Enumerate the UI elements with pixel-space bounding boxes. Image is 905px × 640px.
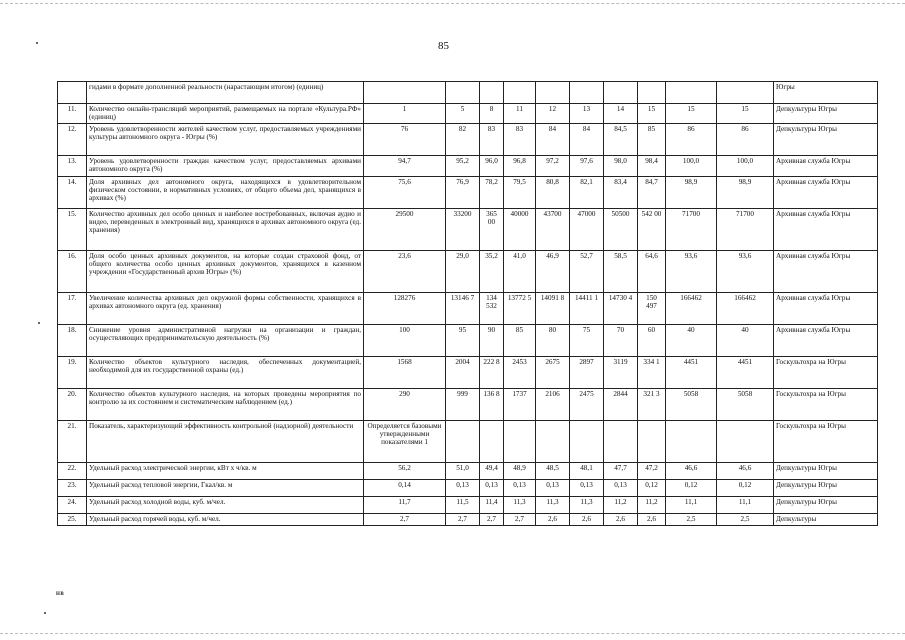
responsible-body: Архивная служба Югры	[774, 293, 878, 325]
indicator-value: 0,13	[604, 480, 638, 497]
indicator-value: 80	[536, 325, 570, 357]
indicator-value: 11,3	[570, 497, 604, 514]
indicator-name: Доля архивных дел автономного округа, находящихся в удовлетворительном физическом состоянии, в нормативных условиях, от общего объема дел, хранящихся в архивах (%)	[87, 177, 364, 209]
scan-speck	[36, 42, 38, 44]
indicator-value: 0,14	[364, 480, 446, 497]
indicator-value	[638, 82, 666, 104]
indicator-value: 48,5	[536, 463, 570, 480]
indicator-value: 47000	[570, 209, 604, 251]
responsible-body: Госкультохра на Югры	[774, 421, 878, 463]
indicator-value: 0,13	[570, 480, 604, 497]
row-number: 12.	[58, 124, 87, 156]
indicator-value: 2,6	[604, 514, 638, 526]
row-number: 20.	[58, 389, 87, 421]
responsible-body: Депкультуры Югры	[774, 124, 878, 156]
responsible-body: Архивная служба Югры	[774, 177, 878, 209]
indicator-value: 100	[364, 325, 446, 357]
row-number: 23.	[58, 480, 87, 497]
indicator-value: 2,7	[480, 514, 504, 526]
indicator-value: 2,5	[717, 514, 774, 526]
indicator-value: 51,0	[446, 463, 480, 480]
indicator-value: 3119	[604, 357, 638, 389]
indicator-name: Уровень удовлетворенности жителей качеством услуг, предоставляемых учреждениями культуры автономного округа - Югры (%)	[87, 124, 364, 156]
indicator-value: 11,2	[638, 497, 666, 514]
responsible-body: Госкультохра на Югры	[774, 389, 878, 421]
table-row	[58, 156, 878, 177]
indicator-value: 47,2	[638, 463, 666, 480]
indicator-value: 97,2	[536, 156, 570, 177]
indicator-value: 11,3	[536, 497, 570, 514]
indicator-value: 0,12	[717, 480, 774, 497]
table-row	[58, 421, 878, 463]
indicator-value: 134 532	[480, 293, 504, 325]
indicator-value	[504, 421, 536, 463]
indicator-value: 98,9	[717, 177, 774, 209]
indicator-value: 11,7	[364, 497, 446, 514]
indicator-value: 94,7	[364, 156, 446, 177]
indicator-value: 0,13	[446, 480, 480, 497]
indicators-table	[57, 81, 878, 526]
responsible-body: Югры	[774, 82, 878, 104]
indicator-value: 52,7	[570, 251, 604, 293]
indicator-value: 29,0	[446, 251, 480, 293]
scan-edge-bottom	[0, 633, 905, 634]
indicator-value	[446, 421, 480, 463]
table-row	[58, 514, 878, 526]
footer-mark: HB	[56, 592, 65, 597]
indicator-name: Уровень удовлетворенности граждан качеством услуг, предоставляемых архивами автономного округа (%)	[87, 156, 364, 177]
indicator-value	[717, 421, 774, 463]
indicator-value: 64,6	[638, 251, 666, 293]
indicator-value: 46,6	[717, 463, 774, 480]
indicator-value: 321 3	[638, 389, 666, 421]
table-row	[58, 177, 878, 209]
indicator-value: 14411 1	[570, 293, 604, 325]
indicator-value: 98,9	[666, 177, 717, 209]
indicator-value: 95,2	[446, 156, 480, 177]
indicator-value: 11,5	[446, 497, 480, 514]
indicator-value: 542 00	[638, 209, 666, 251]
row-number: 19.	[58, 357, 87, 389]
indicator-value: 71700	[666, 209, 717, 251]
indicator-value: 84	[570, 124, 604, 156]
indicator-value: 83	[480, 124, 504, 156]
indicator-value: 43700	[536, 209, 570, 251]
indicator-value	[480, 82, 504, 104]
indicator-value: 4451	[717, 357, 774, 389]
indicator-value: 100,0	[666, 156, 717, 177]
indicator-value: 84	[536, 124, 570, 156]
indicator-value: 60	[638, 325, 666, 357]
indicator-value: 2004	[446, 357, 480, 389]
indicator-value: 15	[717, 104, 774, 124]
indicator-value: 75	[570, 325, 604, 357]
indicator-value: 13	[570, 104, 604, 124]
indicator-value: 76,9	[446, 177, 480, 209]
indicator-value: 58,5	[604, 251, 638, 293]
row-number: 15.	[58, 209, 87, 251]
indicator-name: Удельный расход тепловой энергии, Гкал/кв. м	[87, 480, 364, 497]
responsible-body: Депкультуры Югры	[774, 497, 878, 514]
indicator-name: Увеличение количества архивных дел окружной формы собственности, хранящихся в архивах автономного округа (ед. хранения)	[87, 293, 364, 325]
indicator-value: 1737	[504, 389, 536, 421]
indicator-value	[717, 82, 774, 104]
table-row	[58, 293, 878, 325]
indicator-value: 46,6	[666, 463, 717, 480]
row-number: 13.	[58, 156, 87, 177]
table-row	[58, 209, 878, 251]
indicator-value: 83	[504, 124, 536, 156]
responsible-body: Депкультуры Югры	[774, 480, 878, 497]
indicator-value: 78,2	[480, 177, 504, 209]
table-body	[58, 82, 878, 526]
indicator-value: 334 1	[638, 357, 666, 389]
indicator-value: 56,2	[364, 463, 446, 480]
indicator-value: 136 8	[480, 389, 504, 421]
indicator-value: 2453	[504, 357, 536, 389]
page-number: 85	[438, 40, 449, 52]
indicator-value: 93,6	[666, 251, 717, 293]
indicator-value: 84,5	[604, 124, 638, 156]
table-row	[58, 389, 878, 421]
indicator-value	[666, 82, 717, 104]
indicator-value: 71700	[717, 209, 774, 251]
indicator-value: 5	[446, 104, 480, 124]
indicator-value: 150 497	[638, 293, 666, 325]
indicator-value: 23,6	[364, 251, 446, 293]
indicator-value: 96,8	[504, 156, 536, 177]
indicator-value: 365 00	[480, 209, 504, 251]
indicator-value	[536, 82, 570, 104]
indicator-value: 5058	[666, 389, 717, 421]
indicator-value: 76	[364, 124, 446, 156]
row-number: 18.	[58, 325, 87, 357]
indicator-value: 15	[666, 104, 717, 124]
indicator-name: Показатель, характеризующий эффективность контрольной (надзорной) деятельности	[87, 421, 364, 463]
row-number	[58, 82, 87, 104]
table-row	[58, 104, 878, 124]
indicator-value: 2,6	[536, 514, 570, 526]
indicator-value: 5058	[717, 389, 774, 421]
indicator-value: 166462	[666, 293, 717, 325]
indicator-value	[570, 82, 604, 104]
indicator-value: 2,7	[364, 514, 446, 526]
indicator-value: 1	[364, 104, 446, 124]
indicator-value: 50500	[604, 209, 638, 251]
indicator-value: 4451	[666, 357, 717, 389]
indicator-value: 97,6	[570, 156, 604, 177]
scan-speck	[38, 322, 40, 324]
indicator-value: Определяется базовыми утвержденными показателями 1	[364, 421, 446, 463]
indicator-value: 41,0	[504, 251, 536, 293]
indicator-value	[638, 421, 666, 463]
indicator-value: 2,7	[504, 514, 536, 526]
table-row	[58, 82, 878, 104]
indicator-name: Снижение уровня административной нагрузки на организации и граждан, осуществляющих предпринимательскую деятельность (%)	[87, 325, 364, 357]
indicator-value: 11,2	[604, 497, 638, 514]
indicator-value: 2475	[570, 389, 604, 421]
row-number: 14.	[58, 177, 87, 209]
row-number: 25.	[58, 514, 87, 526]
indicator-value	[480, 421, 504, 463]
indicator-value: 75,6	[364, 177, 446, 209]
responsible-body: Архивная служба Югры	[774, 251, 878, 293]
indicator-name: Количество архивных дел особо ценных и наиболее востребованных, включая аудио и видео, переведенных в электронный вид, хранящихся в архивах автономного округа (ед. хранения)	[87, 209, 364, 251]
scan-edge-top	[0, 3, 905, 4]
indicator-value: 33200	[446, 209, 480, 251]
indicator-value: 166462	[717, 293, 774, 325]
table-row	[58, 497, 878, 514]
indicator-value: 2844	[604, 389, 638, 421]
indicator-value: 0,13	[480, 480, 504, 497]
indicator-value: 35,2	[480, 251, 504, 293]
indicator-value: 2,7	[446, 514, 480, 526]
indicator-name: Удельный расход горячей воды, куб. м/чел.	[87, 514, 364, 526]
indicator-value: 13772 5	[504, 293, 536, 325]
indicator-value: 11,1	[717, 497, 774, 514]
indicator-name: Удельный расход электрической энергии, кВт х ч/кв. м	[87, 463, 364, 480]
indicator-value: 96,0	[480, 156, 504, 177]
indicator-value: 100,0	[717, 156, 774, 177]
indicator-value: 11,4	[480, 497, 504, 514]
indicator-value: 290	[364, 389, 446, 421]
responsible-body: Депкультуры Югры	[774, 104, 878, 124]
indicator-value: 2897	[570, 357, 604, 389]
responsible-body: Госкультохра на Югры	[774, 357, 878, 389]
indicator-name: гидами в формате дополненной реальности (нарастающим итогом) (единиц)	[87, 82, 364, 104]
indicator-value: 2,6	[638, 514, 666, 526]
table-row	[58, 480, 878, 497]
indicator-value: 12	[536, 104, 570, 124]
indicator-value: 2106	[536, 389, 570, 421]
indicator-value	[666, 421, 717, 463]
indicator-value: 93,6	[717, 251, 774, 293]
scan-speck	[44, 612, 46, 614]
row-number: 22.	[58, 463, 87, 480]
indicator-value: 0,13	[536, 480, 570, 497]
indicator-value: 0,12	[666, 480, 717, 497]
indicator-value	[604, 421, 638, 463]
indicator-value: 84,7	[638, 177, 666, 209]
indicator-name: Количество объектов культурного наследия, на которых проведены мероприятия по контролю за их состоянием и систематическим наблюдением (ед.)	[87, 389, 364, 421]
indicator-value: 90	[480, 325, 504, 357]
indicator-value	[364, 82, 446, 104]
row-number: 21.	[58, 421, 87, 463]
indicator-value: 15	[638, 104, 666, 124]
indicator-value: 98,0	[604, 156, 638, 177]
table-row	[58, 251, 878, 293]
indicator-value	[536, 421, 570, 463]
row-number: 11.	[58, 104, 87, 124]
indicator-value: 2,6	[570, 514, 604, 526]
table-row	[58, 463, 878, 480]
indicator-value: 11	[504, 104, 536, 124]
indicator-value: 14	[604, 104, 638, 124]
indicator-value: 85	[638, 124, 666, 156]
indicator-value: 29500	[364, 209, 446, 251]
indicator-value: 0,13	[504, 480, 536, 497]
indicator-value: 85	[504, 325, 536, 357]
indicator-value: 79,5	[504, 177, 536, 209]
indicator-value: 40	[666, 325, 717, 357]
responsible-body: Архивная служба Югры	[774, 325, 878, 357]
indicator-value: 40000	[504, 209, 536, 251]
indicator-value: 70	[604, 325, 638, 357]
indicator-value: 98,4	[638, 156, 666, 177]
indicator-value: 46,9	[536, 251, 570, 293]
indicator-value: 86	[717, 124, 774, 156]
indicator-value: 14091 8	[536, 293, 570, 325]
indicator-value: 128276	[364, 293, 446, 325]
indicator-name: Удельный расход холодной воды, куб. м/чел.	[87, 497, 364, 514]
indicator-value: 999	[446, 389, 480, 421]
indicator-value	[604, 82, 638, 104]
table-row	[58, 325, 878, 357]
indicator-value: 80,8	[536, 177, 570, 209]
indicator-name: Доля особо ценных архивных документов, на которые создан страховой фонд, от общего количества особо ценных архивных документов, хранящихся в казенном учреждении «Государственный архив Югры» (%)	[87, 251, 364, 293]
indicator-name: Количество онлайн-трансляций мероприятий, размещаемых на портале «Культура.РФ» (единиц)	[87, 104, 364, 124]
indicator-value: 49,4	[480, 463, 504, 480]
indicator-value: 0,12	[638, 480, 666, 497]
indicator-value: 1568	[364, 357, 446, 389]
indicator-value: 222 8	[480, 357, 504, 389]
indicator-value: 82,1	[570, 177, 604, 209]
indicator-value: 48,9	[504, 463, 536, 480]
indicator-value: 95	[446, 325, 480, 357]
responsible-body: Архивная служба Югры	[774, 209, 878, 251]
indicator-value: 83,4	[604, 177, 638, 209]
indicator-value: 11,3	[504, 497, 536, 514]
table-row	[58, 357, 878, 389]
row-number: 16.	[58, 251, 87, 293]
row-number: 24.	[58, 497, 87, 514]
indicator-value: 47,7	[604, 463, 638, 480]
indicator-value: 82	[446, 124, 480, 156]
table-row	[58, 124, 878, 156]
responsible-body: Депкультуры Югры	[774, 463, 878, 480]
indicator-value: 14730 4	[604, 293, 638, 325]
responsible-body: Архивная служба Югры	[774, 156, 878, 177]
indicator-value: 11,1	[666, 497, 717, 514]
indicator-value: 13146 7	[446, 293, 480, 325]
indicator-value	[570, 421, 604, 463]
indicator-value	[504, 82, 536, 104]
indicator-value: 2675	[536, 357, 570, 389]
responsible-body: Депкультуры	[774, 514, 878, 526]
indicator-value: 2,5	[666, 514, 717, 526]
indicator-value	[446, 82, 480, 104]
indicator-value: 8	[480, 104, 504, 124]
indicator-value: 86	[666, 124, 717, 156]
indicator-value: 48,1	[570, 463, 604, 480]
indicator-value: 40	[717, 325, 774, 357]
row-number: 17.	[58, 293, 87, 325]
indicator-name: Количество объектов культурного наследия, обеспеченных документацией, необходимой для их государственной охраны (ед.)	[87, 357, 364, 389]
